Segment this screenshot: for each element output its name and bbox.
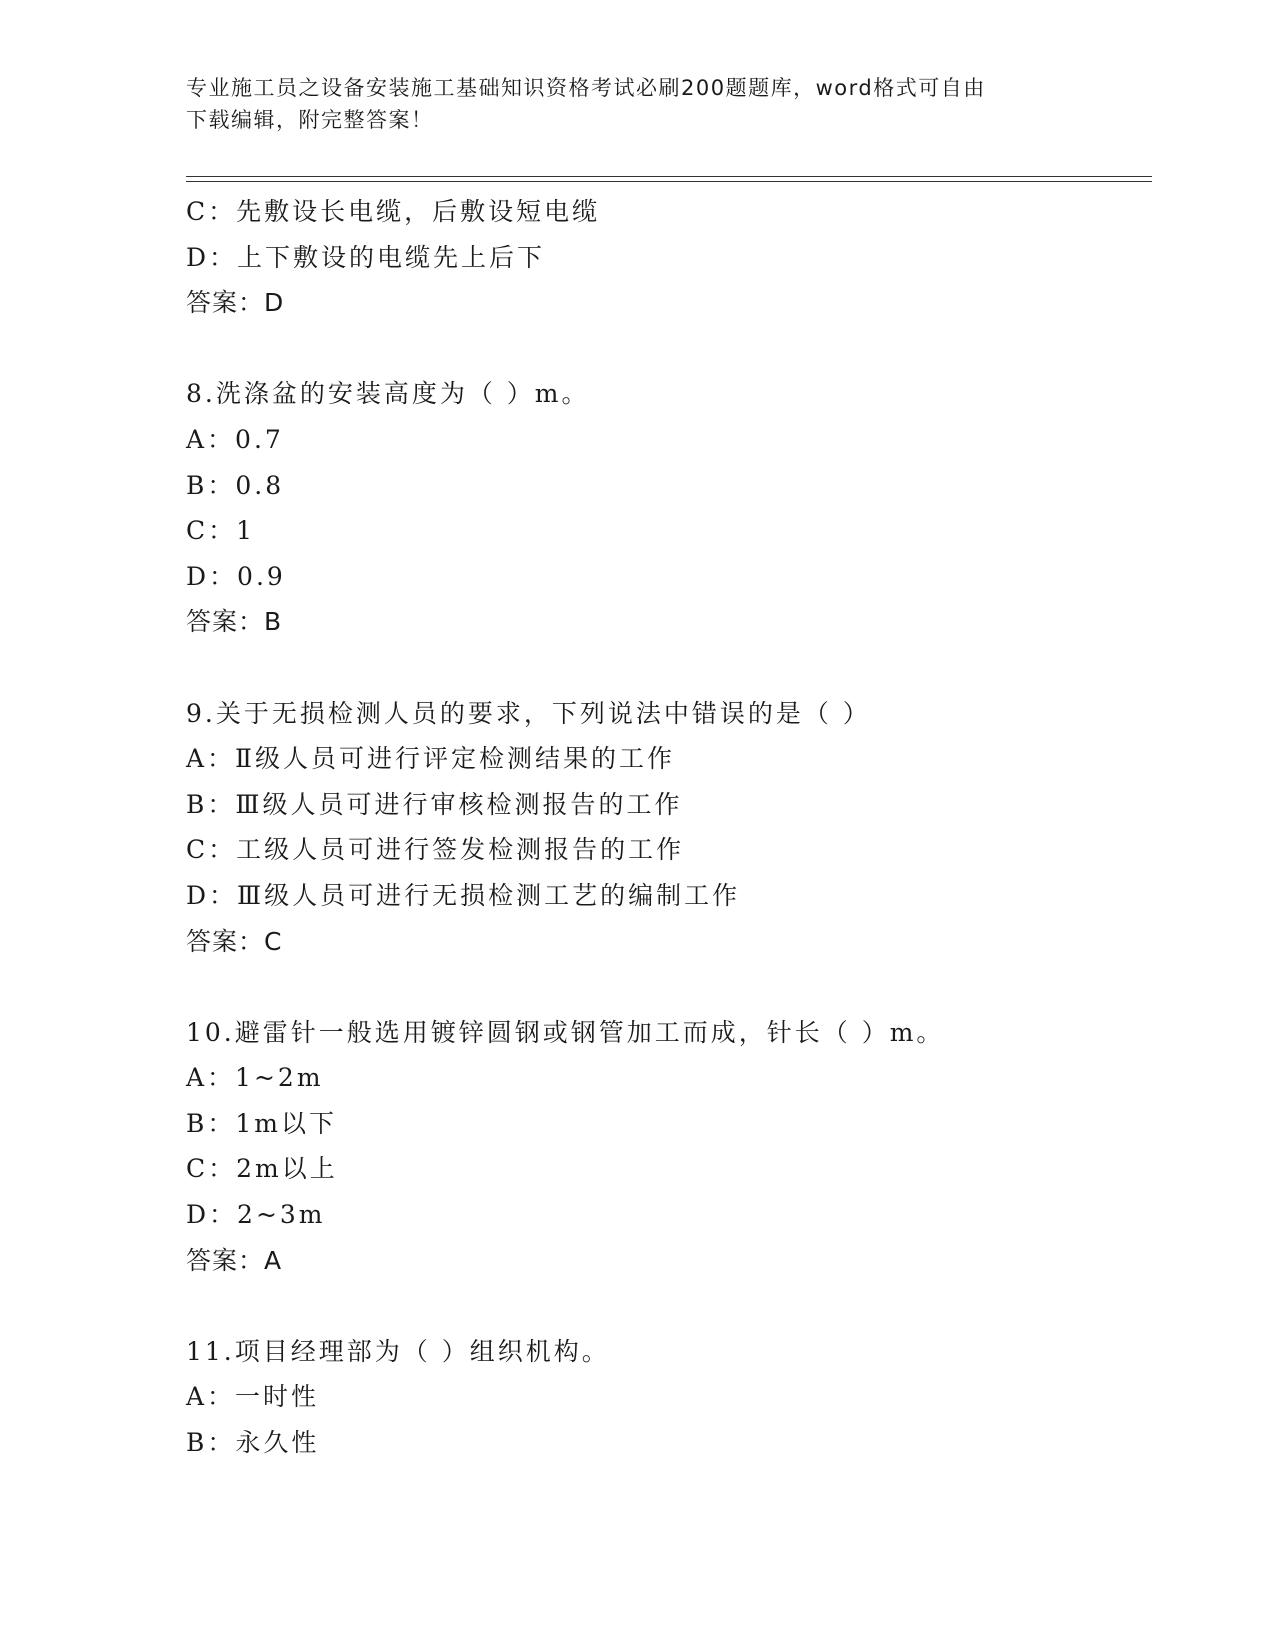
header-title-line-1: 专业施工员之设备安装施工基础知识资格考试必刷200题题库，word格式可自由	[186, 76, 986, 100]
option-d: D：Ⅲ级人员可进行无损检测工艺的编制工作	[186, 880, 741, 910]
option-b: B：永久性	[186, 1428, 320, 1458]
spacer	[186, 1283, 1146, 1329]
header-divider-bottom	[186, 181, 1152, 182]
question-7	[186, 189, 1146, 326]
answer: 答案：B	[186, 607, 283, 637]
question-9	[186, 691, 1146, 965]
option-c: C：2m以上	[186, 1154, 338, 1184]
option-b: B：0.8	[186, 470, 285, 500]
question-stem: 9.关于无损检测人员的要求，下列说法中错误的是（ ）	[186, 698, 871, 728]
document-header	[186, 72, 1086, 136]
option-d: D：0.9	[186, 561, 286, 591]
question-10	[186, 1010, 1146, 1284]
answer: 答案：A	[186, 1245, 283, 1275]
question-stem: 10.避雷针一般选用镀锌圆钢或钢管加工而成，针长（ ）m。	[186, 1017, 945, 1047]
option-a: A：Ⅱ级人员可进行评定检测结果的工作	[186, 744, 676, 774]
option-a: A：一时性	[186, 1382, 320, 1412]
option-a: A：0.7	[186, 424, 284, 454]
option-d: D：上下敷设的电缆先上后下	[186, 242, 546, 272]
option-b: B：Ⅲ级人员可进行审核检测报告的工作	[186, 789, 683, 819]
header-divider-top	[186, 176, 1152, 177]
option-d: D：2~3m	[186, 1200, 326, 1230]
spacer	[186, 326, 1146, 372]
spacer	[186, 645, 1146, 691]
option-c: C：工级人员可进行签发检测报告的工作	[186, 835, 685, 865]
option-c: C：先敷设长电缆，后敷设短电缆	[186, 197, 601, 226]
question-stem: 8.洗涤盆的安装高度为（ ）m。	[186, 379, 590, 409]
option-b: B：1m以下	[186, 1108, 337, 1138]
option-c: C：1	[186, 516, 256, 546]
spacer	[186, 964, 1146, 1010]
answer: 答案：C	[186, 926, 283, 956]
question-11	[186, 1329, 1146, 1466]
question-stem: 11.项目经理部为（ ）组织机构。	[186, 1336, 610, 1366]
option-a: A：1~2m	[186, 1063, 324, 1093]
question-list	[186, 189, 1146, 1466]
answer: 答案：D	[186, 288, 285, 318]
header-title-line-2: 下载编辑，附完整答案！	[186, 108, 434, 132]
question-8	[186, 371, 1146, 645]
